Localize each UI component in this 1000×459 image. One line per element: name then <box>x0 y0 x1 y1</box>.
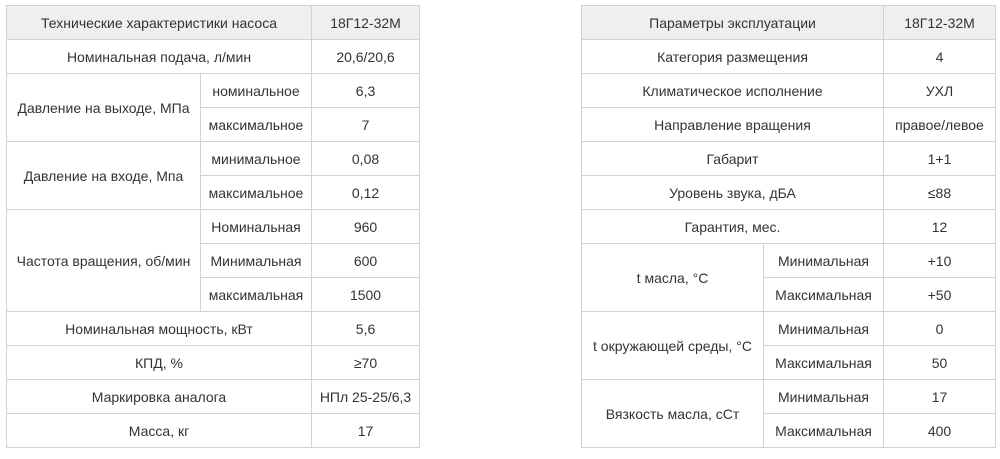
row-value: 5,6 <box>312 312 420 346</box>
group-label: Частота вращения, об/мин <box>7 210 201 312</box>
row-label: Габарит <box>582 142 884 176</box>
row-value: 20,6/20,6 <box>312 40 420 74</box>
sub-value: 960 <box>312 210 420 244</box>
table-row <box>7 414 420 448</box>
row-value: 4 <box>884 40 996 74</box>
table-row <box>7 346 420 380</box>
row-label: Направление вращения <box>582 108 884 142</box>
table-row <box>582 142 996 176</box>
table-row <box>7 74 420 108</box>
row-value: НПл 25-25/6,3 <box>312 380 420 414</box>
sub-label: Минимальная <box>764 312 884 346</box>
table-row <box>582 312 996 346</box>
table-row <box>7 40 420 74</box>
sub-value: 1500 <box>312 278 420 312</box>
row-label: Маркировка аналога <box>7 380 312 414</box>
sub-label: Максимальная <box>764 346 884 380</box>
row-label: Категория размещения <box>582 40 884 74</box>
table-row <box>582 176 996 210</box>
header-param: Параметры эксплуатации <box>582 6 884 40</box>
operating-params-table <box>581 5 996 448</box>
row-label: Масса, кг <box>7 414 312 448</box>
sub-label: номинальное <box>201 74 312 108</box>
table-row <box>7 380 420 414</box>
row-value: УХЛ <box>884 74 996 108</box>
table-row <box>582 40 996 74</box>
table-row <box>7 142 420 176</box>
row-value: 1+1 <box>884 142 996 176</box>
sub-label: Минимальная <box>201 244 312 278</box>
header-param: Технические характеристики насоса <box>7 6 312 40</box>
sub-label: минимальное <box>201 142 312 176</box>
row-label: Номинальная подача, л/мин <box>7 40 312 74</box>
group-label: t окружающей среды, °С <box>582 312 764 380</box>
sub-value: 600 <box>312 244 420 278</box>
sub-label: максимальное <box>201 108 312 142</box>
row-label: КПД, % <box>7 346 312 380</box>
row-value: 12 <box>884 210 996 244</box>
sub-value: 7 <box>312 108 420 142</box>
sub-value: 6,3 <box>312 74 420 108</box>
table-header-row <box>7 6 420 40</box>
sub-label: Минимальная <box>764 244 884 278</box>
table-row <box>7 210 420 244</box>
row-value: 17 <box>312 414 420 448</box>
table-row <box>582 244 996 278</box>
sub-value: 50 <box>884 346 996 380</box>
table-row <box>582 108 996 142</box>
table-row <box>582 74 996 108</box>
header-model: 18Г12-32М <box>884 6 996 40</box>
table-row <box>582 380 996 414</box>
row-value: ≥70 <box>312 346 420 380</box>
row-label: Уровень звука, дБА <box>582 176 884 210</box>
group-label: Вязкость масла, сСт <box>582 380 764 448</box>
sub-label: максимальное <box>201 176 312 210</box>
sub-label: Минимальная <box>764 380 884 414</box>
group-label: t масла, °С <box>582 244 764 312</box>
table-row <box>7 312 420 346</box>
table-row <box>582 210 996 244</box>
sub-label: максимальная <box>201 278 312 312</box>
sub-value: 17 <box>884 380 996 414</box>
row-value: ≤88 <box>884 176 996 210</box>
row-label: Гарантия, мес. <box>582 210 884 244</box>
group-label: Давление на входе, Мпа <box>7 142 201 210</box>
sub-value: 0,08 <box>312 142 420 176</box>
row-value: правое/левое <box>884 108 996 142</box>
sub-value: 0,12 <box>312 176 420 210</box>
group-label: Давление на выходе, МПа <box>7 74 201 142</box>
sub-value: 400 <box>884 414 996 448</box>
sub-value: 0 <box>884 312 996 346</box>
sub-value: +50 <box>884 278 996 312</box>
header-model: 18Г12-32М <box>312 6 420 40</box>
row-label: Климатическое исполнение <box>582 74 884 108</box>
row-label: Номинальная мощность, кВт <box>7 312 312 346</box>
sub-label: Максимальная <box>764 414 884 448</box>
pump-specs-table <box>6 5 420 448</box>
sub-label: Номинальная <box>201 210 312 244</box>
sub-value: +10 <box>884 244 996 278</box>
sub-label: Максимальная <box>764 278 884 312</box>
table-header-row <box>582 6 996 40</box>
